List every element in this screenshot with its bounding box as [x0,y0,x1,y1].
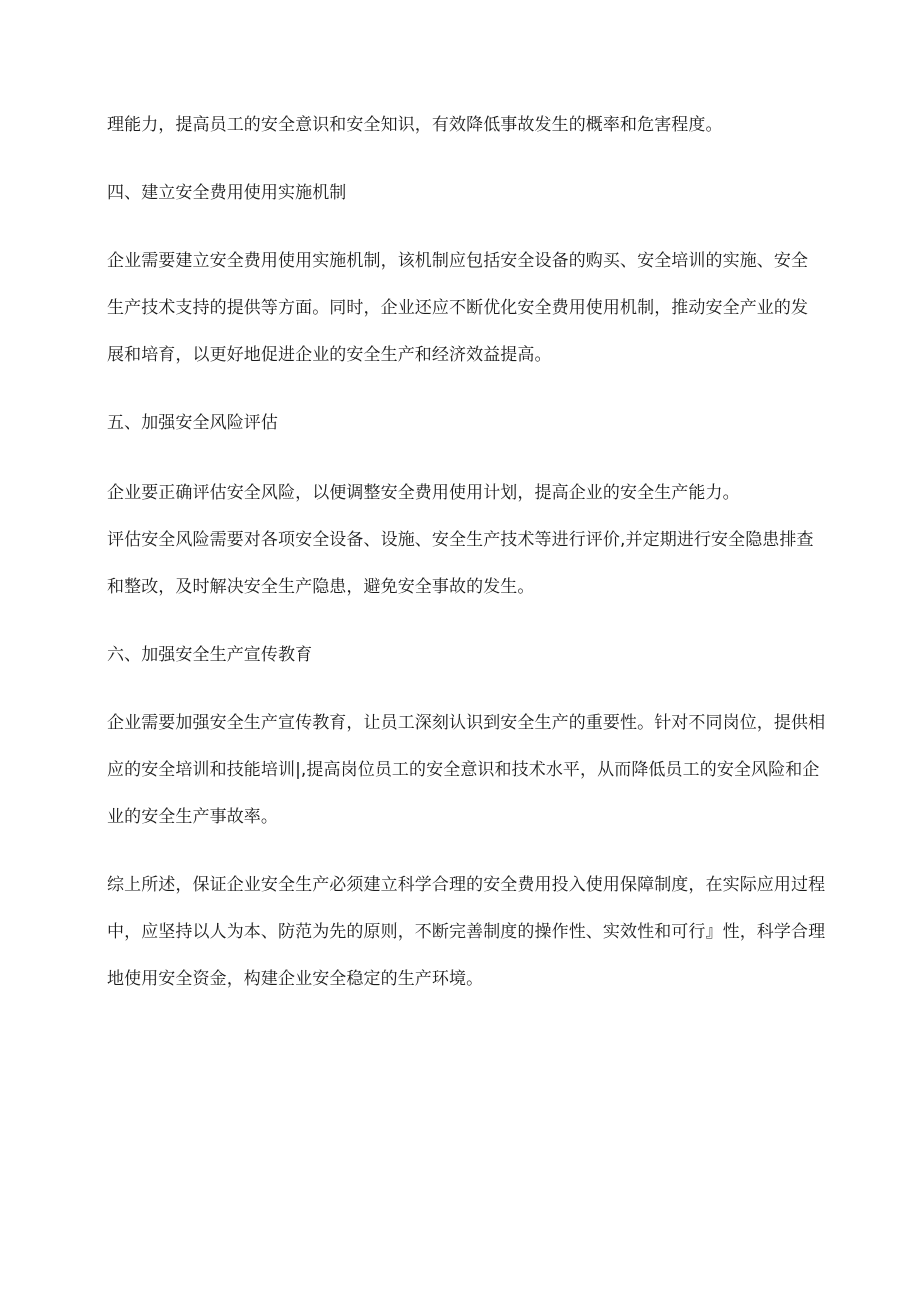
paragraph-line: 企业需要建立安全费用使用实施机制，该机制应包括安全设备的购买、安全培训的实施、安全 [107,251,809,271]
paragraph-line: 展和培育，以更好地促进企业的安全生产和经济效益提高。 [107,345,552,365]
paragraph-line: 地使用安全资金，构建企业安全稳定的生产环境。 [107,969,484,989]
section-heading-4: 四、建立安全费用使用实施机制 [107,183,347,203]
paragraph-line: 中，应坚持以人为本、防范为先的原则，不断完善制度的操作性、实效性和可行』性，科学合理 [107,922,826,942]
paragraph-line: 生产技术支持的提供等方面。同时，企业还应不断优化安全费用使用机制，推动安全产业的发 [107,298,809,318]
paragraph-line: 企业要正确评估安全风险，以便调整安全费用使用计划，提高企业的安全生产能力。 [107,483,740,503]
paragraph-line: 企业需要加强安全生产宣传教育，让员工深刻认识到安全生产的重要性。针对不同岗位，提供相 [107,713,826,733]
section-heading-5: 五、加强安全风险评估 [107,413,278,433]
paragraph-line: 业的安全生产事故率。 [107,807,278,827]
paragraph-line: 和整改，及时解决安全生产隐患，避免安全事故的发生。 [107,577,535,597]
paragraph-line: 理能力，提高员工的安全意识和安全知识，有效降低事故发生的概率和危害程度。 [107,115,723,135]
section-heading-6: 六、加强安全生产宣传教育 [107,645,313,665]
paragraph-line: 评估安全风险需要对各项安全设备、设施、安全生产技术等进行评价,并定期进行安全隐患排查 [107,530,814,550]
paragraph-line: 综上所述，保证企业安全生产必须建立科学合理的安全费用投入使用保障制度，在实际应用过程 [107,875,826,895]
paragraph-line: 应的安全培训和技能培训|,提高岗位员工的安全意识和技术水平，从而降低员工的安全风险和企 [107,760,820,780]
